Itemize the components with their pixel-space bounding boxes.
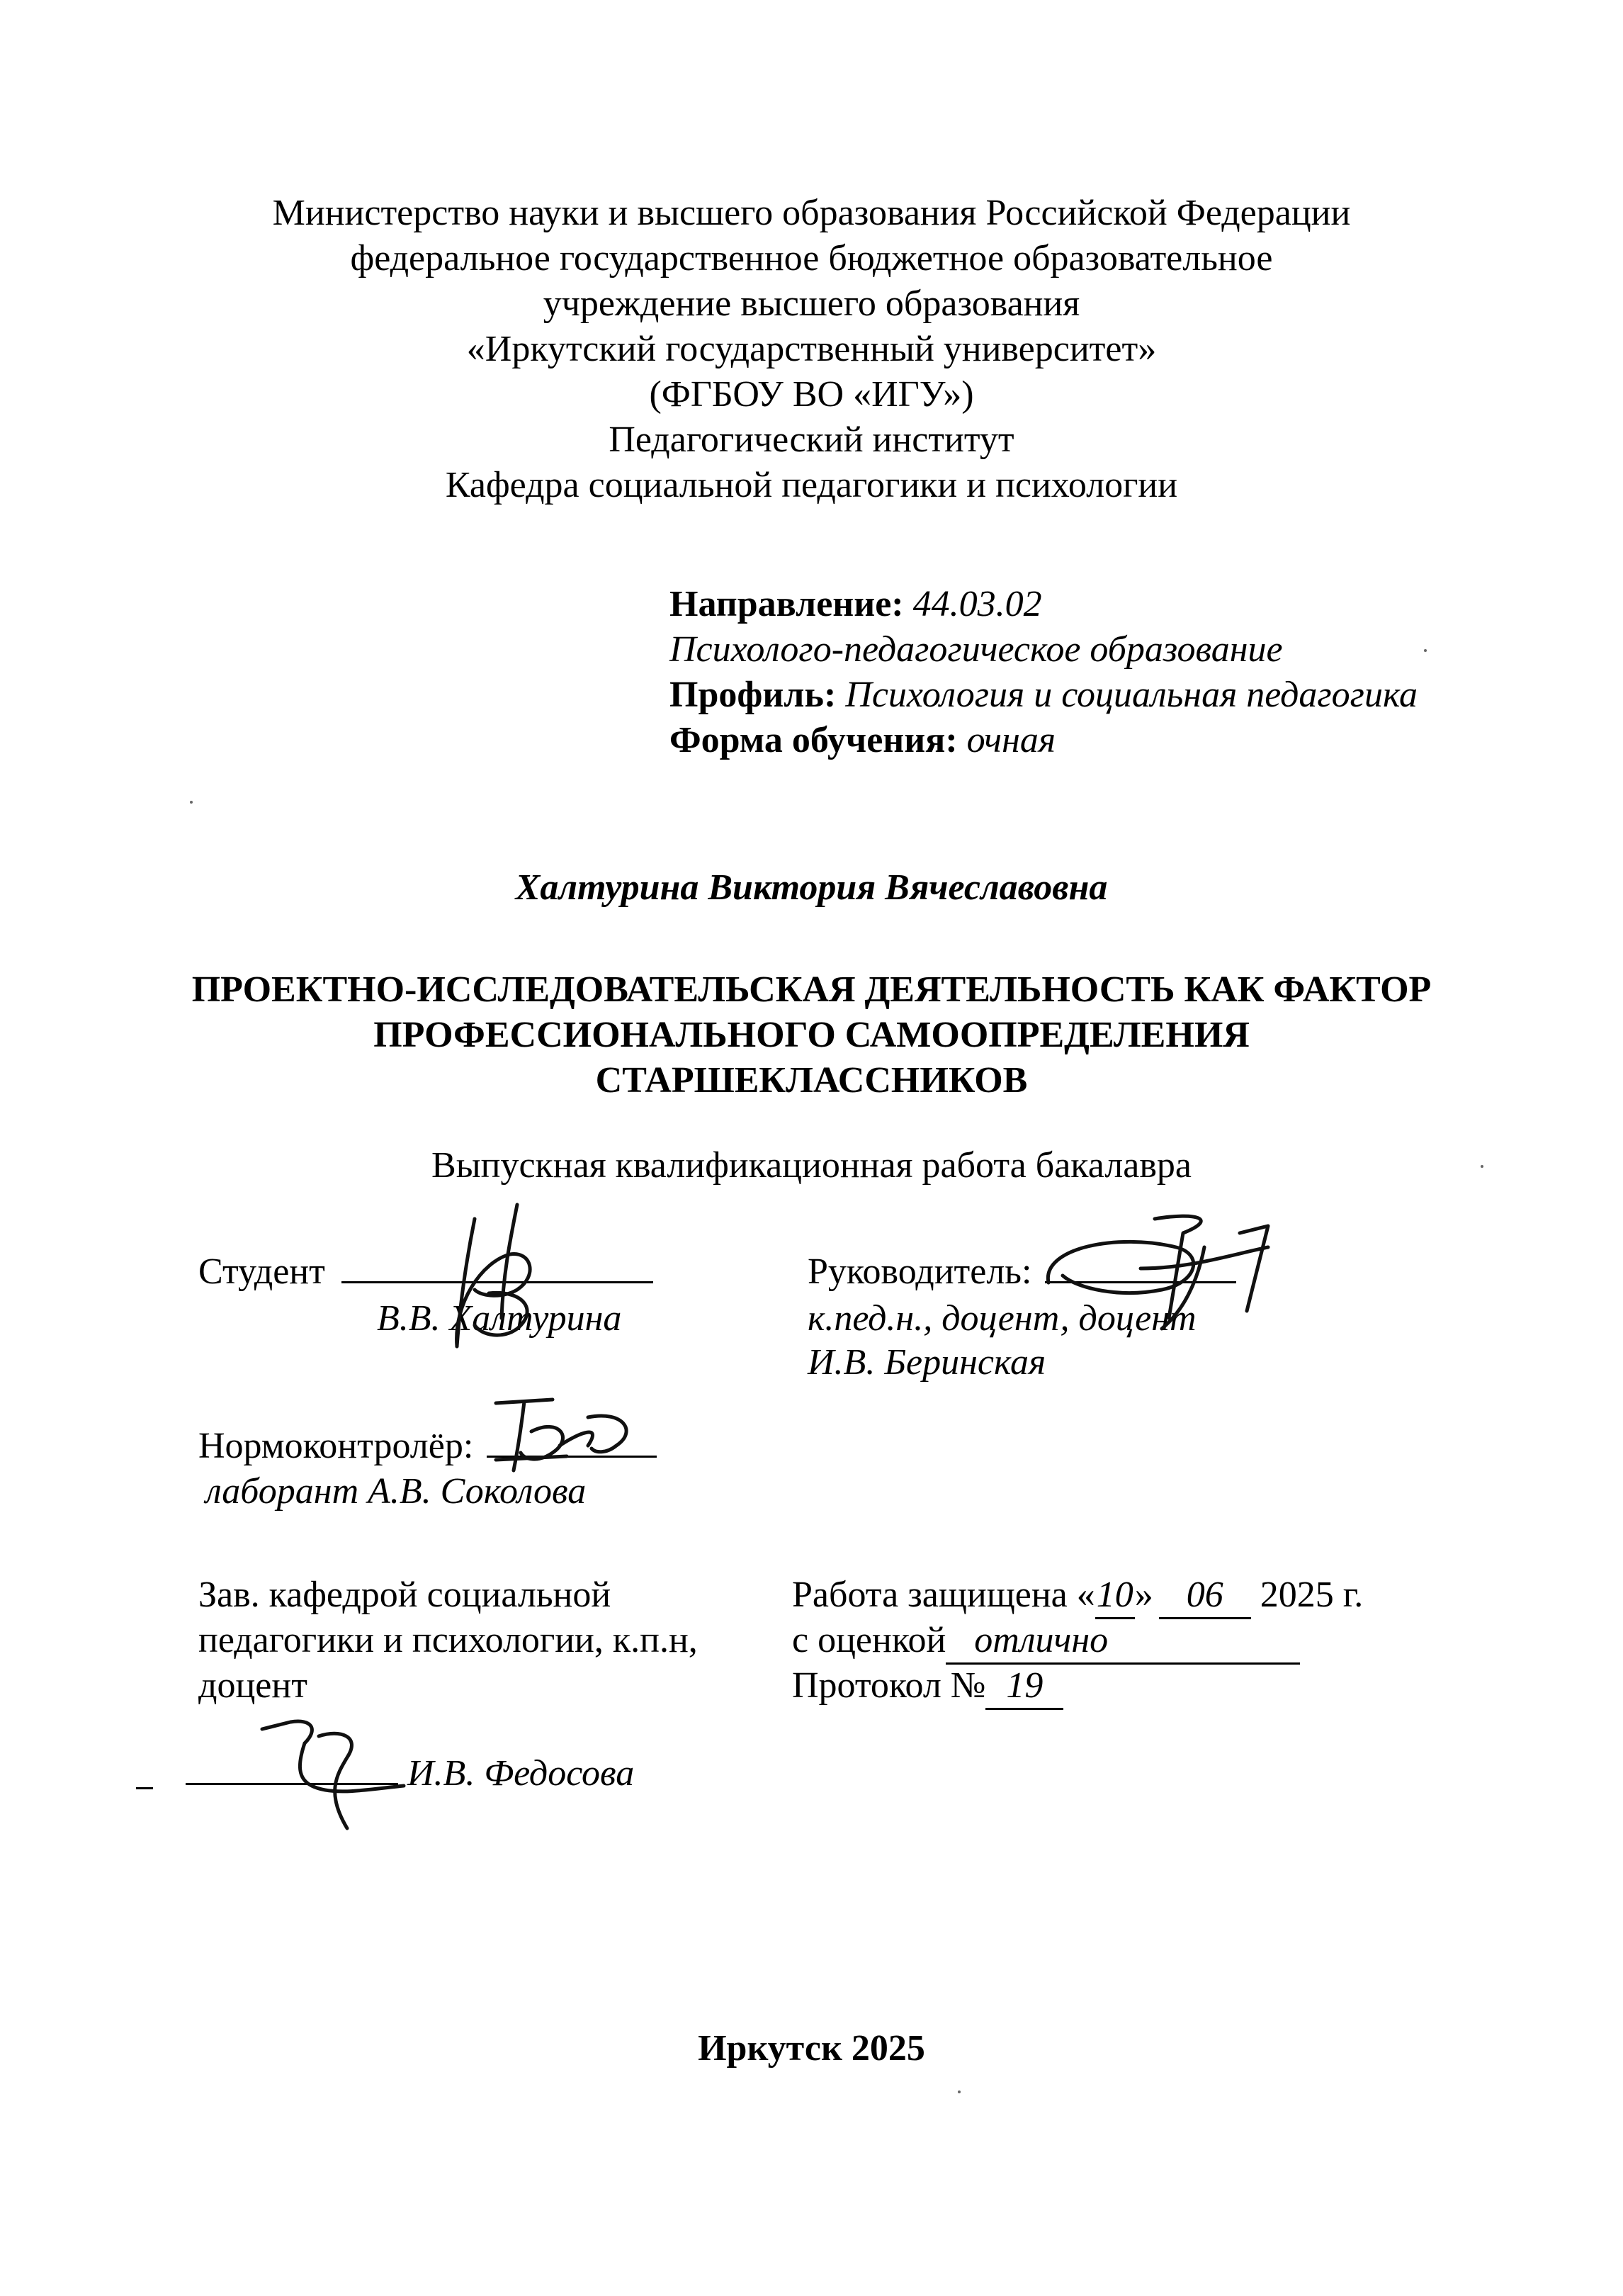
study-form-label: Форма обучения: (669, 720, 958, 760)
thesis-title-line-1: ПРОЕКТНО-ИССЛЕДОВАТЕЛЬСКАЯ ДЕЯТЕЛЬНОСТЬ КАК ФАКТОР (191, 969, 1432, 1010)
protocol-row (792, 1664, 1063, 1710)
grade-value: отлично (946, 1619, 1300, 1665)
direction-code: 44.03.02 (912, 584, 1042, 624)
profile-value: Психология и социальная педагогика (845, 675, 1418, 715)
study-form-value: очная (966, 720, 1056, 760)
normcontrol-name: лаборант А.В. Соколова (205, 1471, 587, 1512)
author-name: Халтурина Виктория Вячеславовна (515, 867, 1108, 908)
supervisor-position: к.пед.н., доцент, доцент (808, 1298, 1197, 1339)
thesis-title-line-3: СТАРШЕКЛАССНИКОВ (595, 1060, 1028, 1101)
supervisor-signature (1034, 1205, 1304, 1339)
head-title-line-2: педагогики и психологии, к.п.н, (198, 1620, 698, 1660)
scan-speck (190, 801, 193, 804)
grade-row (792, 1619, 1300, 1665)
protocol-label: Протокол № (792, 1665, 986, 1706)
institution-type-line: федеральное государственное бюджетное образовательное (350, 238, 1273, 278)
direction-name: Психолого-педагогическое образование (669, 629, 1283, 670)
head-name: И.В. Федосова (407, 1753, 635, 1794)
student-label: Студент (198, 1251, 325, 1292)
department-name: Кафедра социальной педагогики и психологии (445, 465, 1178, 505)
city-year: Иркутск 2025 (698, 2028, 925, 2069)
margin-dash (136, 1787, 153, 1789)
institute-name: Педагогический институт (609, 420, 1014, 460)
student-name: В.В. Халтурина (377, 1298, 622, 1339)
grade-label: с оценкой (792, 1620, 946, 1660)
defense-year: 2025 г. (1260, 1575, 1364, 1615)
work-type: Выпускная квалификационная работа бакалавра (431, 1145, 1192, 1186)
head-title-line-1: Зав. кафедрой социальной (198, 1575, 611, 1615)
direction-row (669, 583, 1042, 626)
supervisor-name: И.В. Беринская (808, 1342, 1046, 1383)
university-name: «Иркутский государственный университет» (466, 329, 1157, 369)
defense-month: 06 (1159, 1573, 1251, 1619)
head-signature (248, 1708, 418, 1835)
scan-speck (1424, 649, 1427, 652)
profile-label: Профиль: (669, 675, 837, 715)
ministry-line: Министерство науки и высшего образования Российской Федерации (272, 193, 1351, 233)
head-title-line-3: доцент (198, 1665, 307, 1706)
defense-quote-close: » (1134, 1575, 1153, 1615)
normcontrol-signature (482, 1389, 645, 1481)
direction-label: Направление: (669, 584, 904, 624)
defense-row (792, 1573, 1363, 1619)
university-abbrev: (ФГБОУ ВО «ИГУ») (649, 374, 974, 415)
defense-day: 10 (1095, 1573, 1135, 1619)
supervisor-label: Руководитель: (808, 1251, 1032, 1292)
scan-speck (958, 2090, 961, 2093)
study-form-row (669, 719, 1056, 762)
student-signature (425, 1176, 567, 1361)
thesis-title-line-2: ПРОФЕССИОНАЛЬНОГО САМООПРЕДЕЛЕНИЯ (373, 1015, 1250, 1055)
protocol-number: 19 (985, 1664, 1063, 1710)
normcontrol-label: Нормоконтролёр: (198, 1426, 474, 1466)
scan-speck (1481, 1165, 1483, 1168)
institution-type-line-2: учреждение высшего образования (543, 283, 1080, 324)
profile-row (669, 673, 1418, 717)
defense-prefix: Работа защищена « (792, 1575, 1095, 1615)
